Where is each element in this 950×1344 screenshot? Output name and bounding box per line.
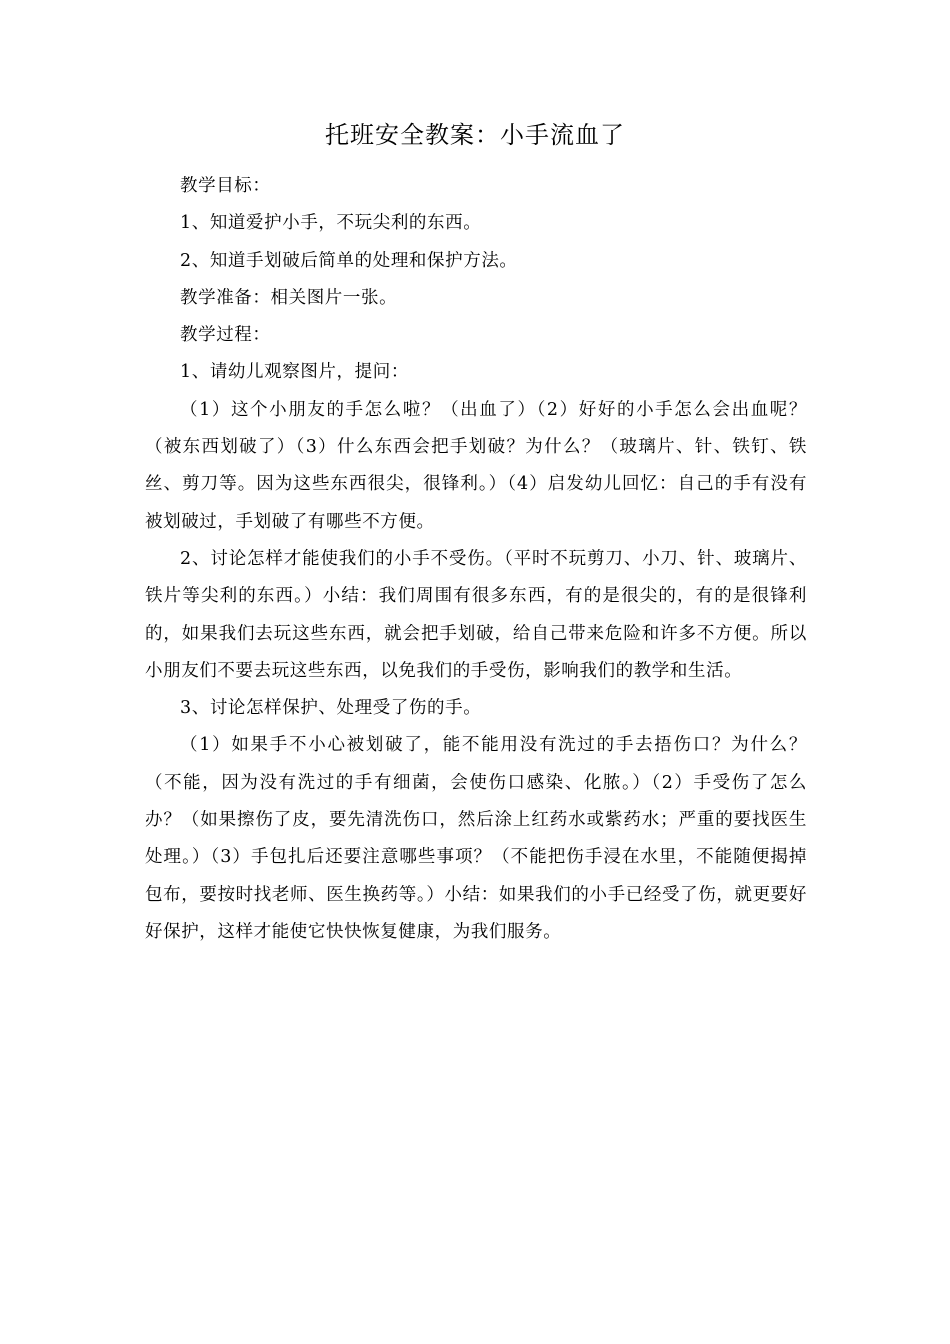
document-body: [145, 168, 807, 951]
paragraph-goal-1: 1、知道爱护小手，不玩尖利的东西。: [180, 213, 482, 234]
paragraph-teaching-process-heading: 教学过程：: [180, 325, 271, 346]
paragraph-step-2: 2、讨论怎样才能使我们的小手不受伤。（平时不玩剪刀、小刀、针、玻璃片、铁片等尖利的东西。）小结：我们周围有很多东西，有的是很尖的，有的是很锋利的，如果我们去玩这些东西，就会把手划破，给自己带来危险和许多不方便。所以小朋友们不要去玩这些东西，以免我们的手受伤，影响我们的教学和生活。: [145, 548, 807, 681]
paragraph-step-1: 1、请幼儿观察图片，提问：: [180, 362, 409, 383]
paragraph-step-3-questions: （1）如果手不小心被划破了，能不能用没有洗过的手去捂伤口？为什么？（不能，因为没有洗过的手有细菌，会使伤口感染、化脓。）（2）手受伤了怎么办？（如果擦伤了皮，要先清洗伤口，然后涂上红药水或紫药水；严重的要找医生处理。）（3）手包扎后还要注意哪些事项？（不能把伤手浸在水里，不能随便揭掉包布，要按时找老师、医生换药等。）小结：如果我们的小手已经受了伤，就更要好好保护，这样才能使它快快恢复健康，为我们服务。: [145, 735, 807, 942]
paragraph-teaching-goals-heading: 教学目标：: [180, 176, 271, 196]
paragraph-teaching-preparation: 教学准备：相关图片一张。: [180, 287, 398, 308]
document-title: 托班安全教案：小手流血了: [325, 121, 625, 149]
paragraph-goal-2: 2、知道手划破后简单的处理和保护方法。: [180, 250, 518, 271]
paragraph-step-3: 3、讨论怎样保护、处理受了伤的手。: [180, 698, 482, 719]
paragraph-step-1-questions: （1）这个小朋友的手怎么啦？（出血了）（2）好好的小手怎么会出血呢？（被东西划破了）（3）什么东西会把手划破？为什么？（玻璃片、针、铁钉、铁丝、剪刀等。因为这些东西很尖，很锋利。）（4）启发幼儿回忆：自己的手有没有被划破过，手划破了有哪些不方便。: [145, 399, 807, 532]
